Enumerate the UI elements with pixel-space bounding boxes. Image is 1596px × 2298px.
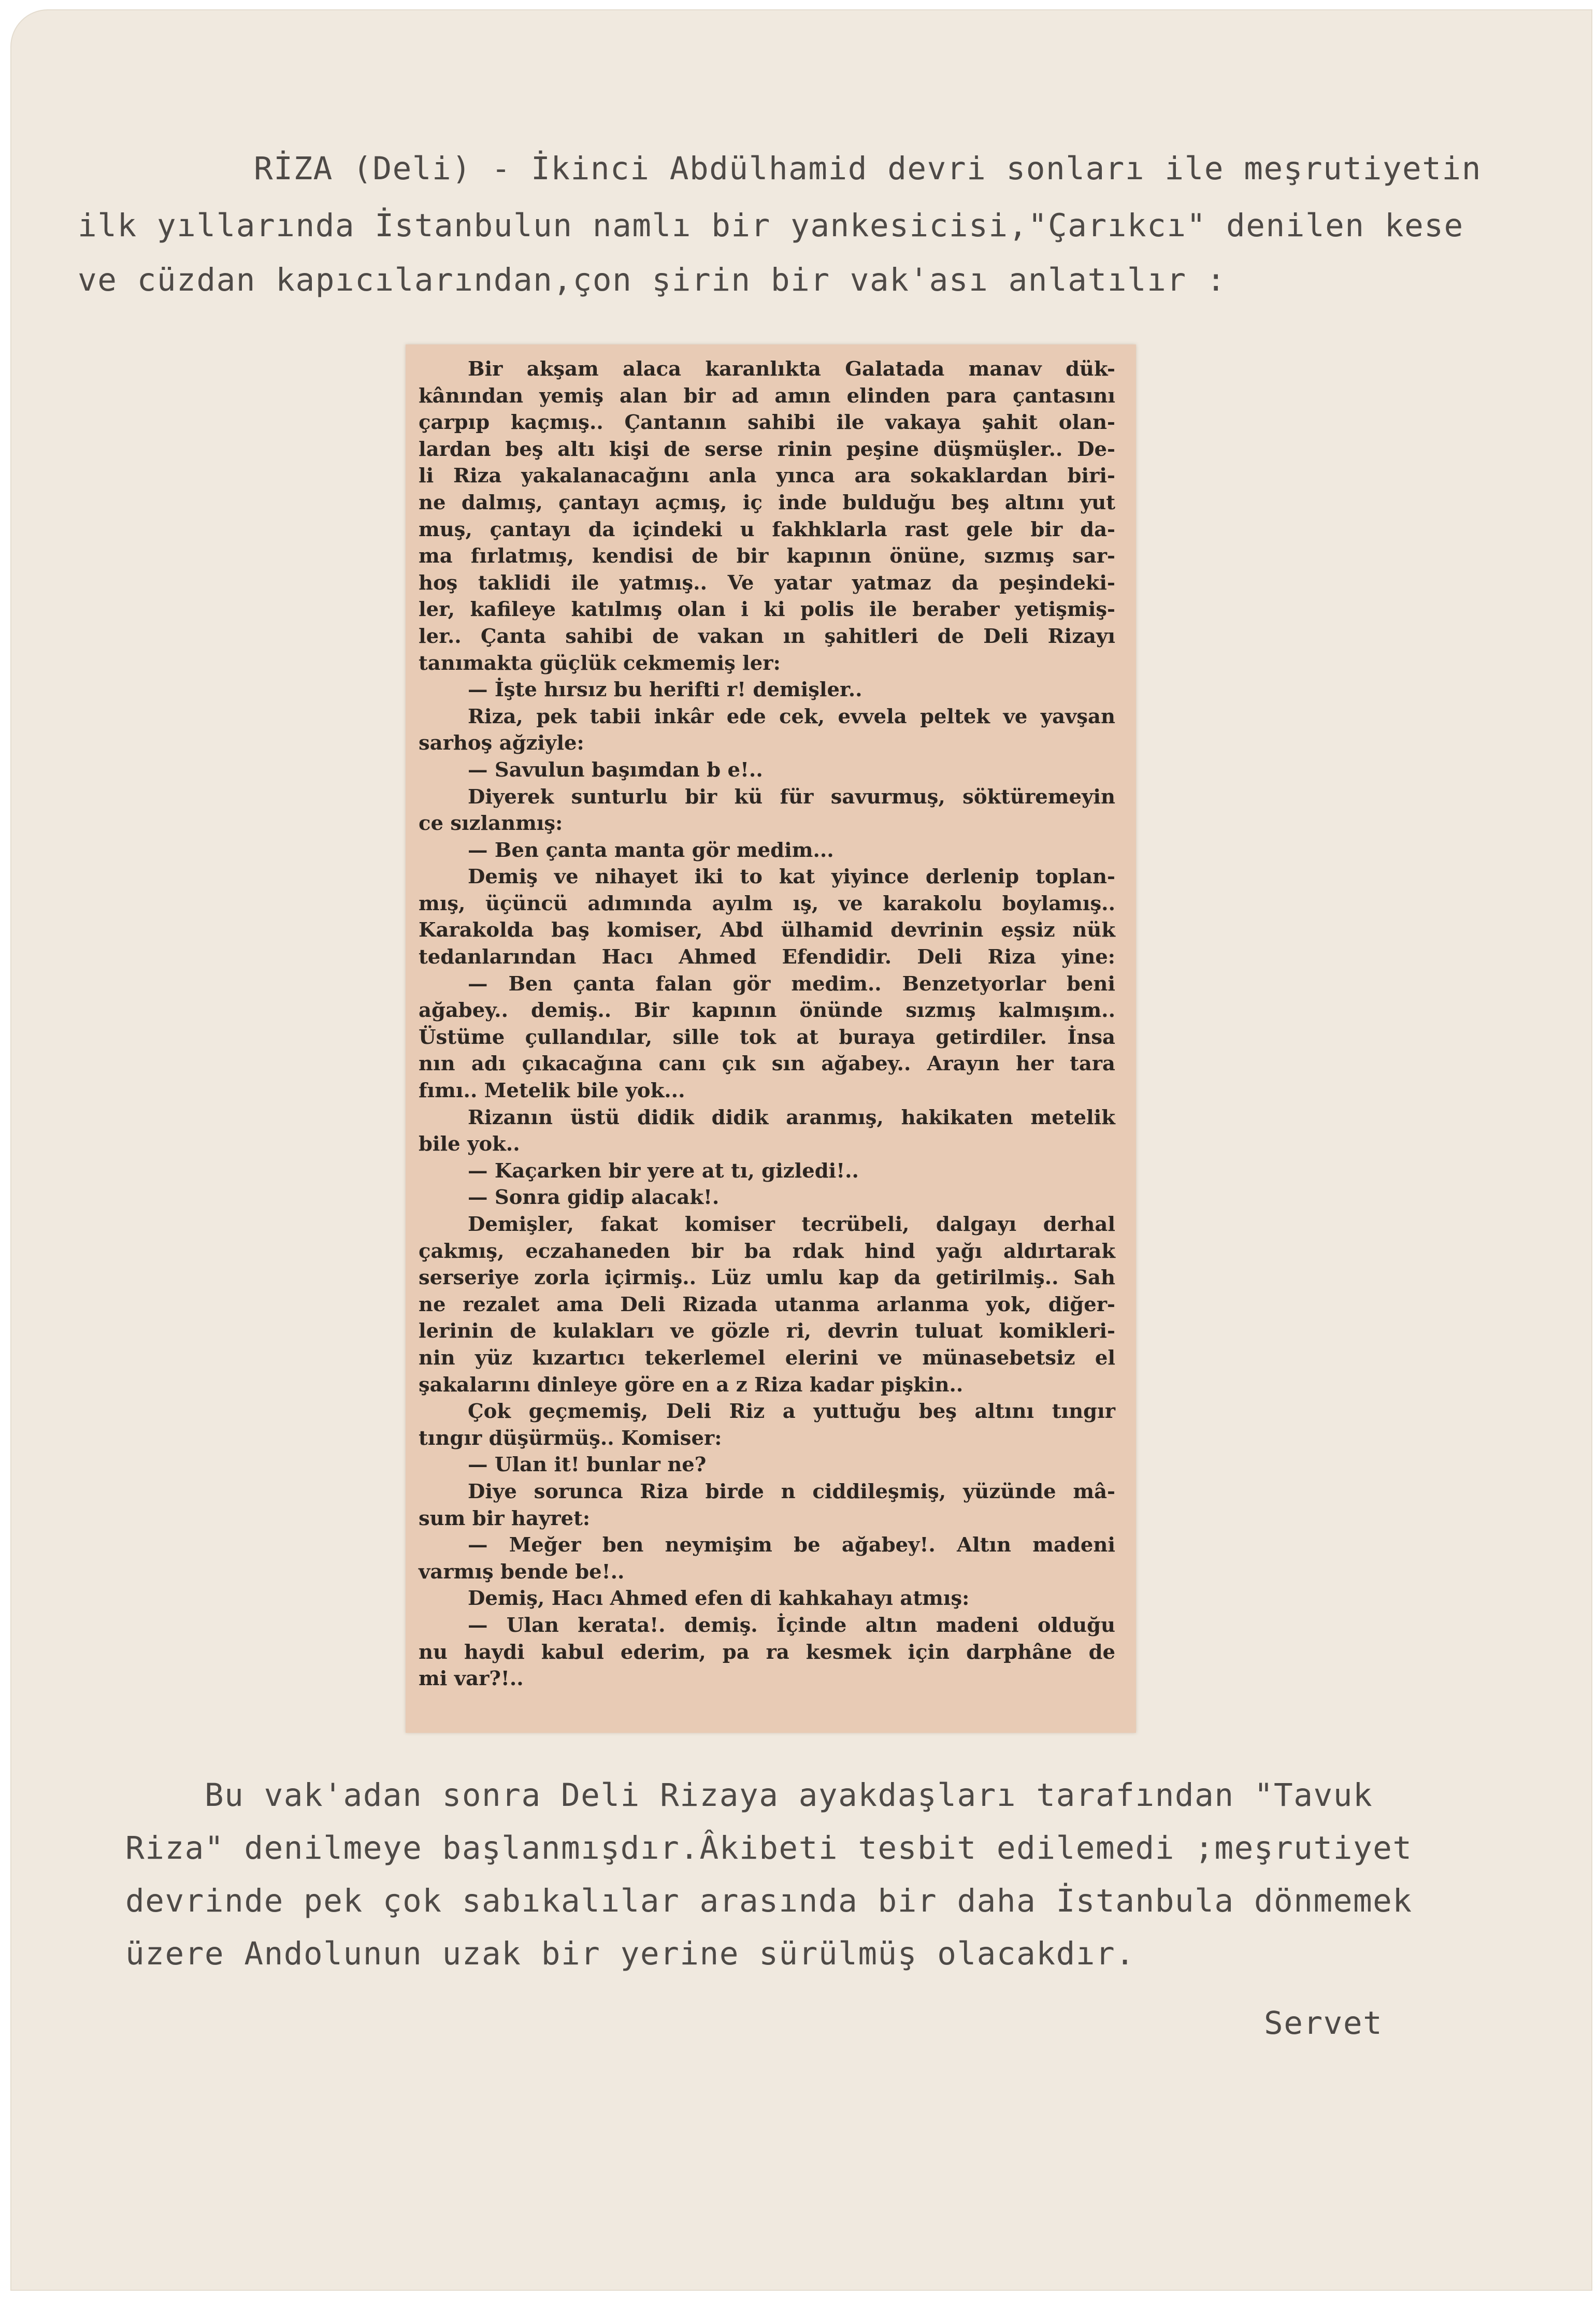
signature: Servet — [1264, 2005, 1383, 2042]
clipping-line: fımı.. Metelik bile yok... — [419, 1079, 685, 1103]
clipping-line: — İşte hırsız bu herifti r! demişler.. — [468, 678, 862, 702]
clipping-line: Bir akşam alaca karanlıkta Galatada manav dük- — [468, 357, 1115, 381]
clipping-line: — Sonra gidip alacak!. — [468, 1186, 720, 1210]
clipping-line: varmış bende be!.. — [419, 1560, 625, 1584]
clipping-line: Riza, pek tabii inkâr ede cek, evvela peltek ve yavşan — [468, 705, 1115, 728]
clipping-line: hoş taklidi ile yatmış.. Ve yatar yatmaz da peşindeki- — [419, 571, 1115, 595]
clipping-line: mi var?!.. — [419, 1667, 524, 1691]
intro-line-1: RİZA (Deli) - İkinci Abdülhamid devri sonları ile meşrutiyetin — [254, 150, 1482, 187]
clipping-line: — Ben çanta manta gör medim... — [468, 838, 834, 862]
clipping-line: ce sızlanmış: — [419, 812, 563, 836]
clipping-line: çakmış, eczahaneden bir ba rdak hind yağı aldırtarak — [419, 1239, 1115, 1263]
clipping-line: lardan beş altı kişi de serse rinin peşine düşmüşler.. De- — [419, 437, 1115, 461]
clipping-line: serseriye zorla içirmiş.. Lüz umlu kap da getirilmiş.. Sah — [419, 1266, 1115, 1290]
clipping-line: bile yok.. — [419, 1132, 520, 1156]
clipping-line: tanımakta güçlük cekmemiş ler: — [419, 651, 781, 675]
clipping-line: Diye sorunca Riza birde n ciddileşmiş, yüzünde mâ- — [468, 1480, 1115, 1503]
clipping-text — [419, 356, 1115, 1692]
clipping-line: mış, üçüncü adımında ayılm ış, ve karakolu boylamış.. — [419, 892, 1115, 915]
intro-line-2: ilk yıllarında İstanbulun namlı bir yankesicisi,"Çarıkcı" denilen kese — [78, 207, 1464, 244]
newspaper-clipping — [406, 344, 1136, 1733]
outro-line-4: üzere Andolunun uzak bir yerine sürülmüş olacakdır. — [125, 1935, 1135, 1972]
clipping-line: ler, kafileye katılmış olan i ki polis ile beraber yetişmiş- — [419, 598, 1115, 622]
clipping-line: tıngır düşürmüş.. Komiser: — [419, 1426, 722, 1450]
clipping-line: Demiş ve nihayet iki to kat yiyince derlenip toplan- — [468, 865, 1115, 889]
clipping-line: sum bir hayret: — [419, 1506, 591, 1530]
clipping-line: muş, çantayı da içindeki u fakhklarla rast gele bir da- — [419, 518, 1115, 541]
clipping-line: çarpıp kaçmış.. Çantanın sahibi ile vakaya şahit olan- — [419, 411, 1115, 435]
outro-line-2: Riza" denilmeye başlanmışdır.Âkibeti tesbit edilemedi ;meşrutiyet — [125, 1830, 1413, 1866]
clipping-line: — Savulun başımdan b e!.. — [468, 758, 763, 782]
clipping-line: nın adı çıkacağına canı çık sın ağabey.. Arayın her tara — [419, 1052, 1115, 1076]
clipping-line: — Kaçarken bir yere at tı, gizledi!.. — [468, 1159, 859, 1183]
clipping-line: Demiş, Hacı Ahmed efen di kahkahayı atmış: — [468, 1587, 970, 1611]
clipping-line: ne rezalet ama Deli Rizada utanma arlanma yok, diğer- — [419, 1292, 1115, 1316]
clipping-line: tedanlarından Hacı Ahmed Efendidir. Deli Riza yine: — [419, 945, 1115, 969]
clipping-line: ağabey.. demiş.. Bir kapının önünde sızmış kalmışım.. — [419, 999, 1115, 1023]
clipping-line: lerinin de kulakları ve gözle ri, devrin tuluat komikleri- — [419, 1319, 1115, 1343]
clipping-line: Diyerek sunturlu bir kü für savurmuş, söktüremeyin — [468, 785, 1115, 809]
clipping-line: li Riza yakalanacağını anla yınca ara sokaklardan biri- — [419, 464, 1115, 488]
clipping-line: Rizanın üstü didik didik aranmış, hakikaten metelik — [468, 1105, 1115, 1129]
clipping-line: ne dalmış, çantayı açmış, iç inde bulduğu beş altını yut — [419, 491, 1115, 514]
clipping-line: ler.. Çanta sahibi de vakan ın şahitleri de Deli Rizayı — [419, 624, 1115, 648]
clipping-line: Demişler, fakat komiser tecrübeli, dalgayı derhal — [468, 1213, 1115, 1236]
clipping-line: — Ben çanta falan gör medim.. Benzetyorlar beni — [468, 972, 1115, 996]
clipping-line: nu haydi kabul ederim, pa ra kesmek için darphâne de — [419, 1640, 1115, 1664]
clipping-line: kânından yemiş alan bir ad amın elinden para çantasını — [419, 384, 1115, 408]
intro-line-3: ve cüzdan kapıcılarından,çon şirin bir vak'ası anlatılır : — [78, 262, 1227, 298]
clipping-line: — Ulan kerata!. demiş. İçinde altın madeni olduğu — [468, 1613, 1115, 1637]
clipping-line: — Meğer ben neymişim be ağabey!. Altın madeni — [468, 1533, 1115, 1557]
clipping-line: — Ulan it! bunlar ne? — [468, 1453, 707, 1477]
clipping-line: Çok geçmemiş, Deli Riz a yuttuğu beş altını tıngır — [468, 1400, 1115, 1424]
clipping-line: Karakolda baş komiser, Abd ülhamid devrinin eşsiz nük — [419, 918, 1115, 942]
clipping-line: sarhoş ağziyle: — [419, 731, 584, 755]
clipping-line: ma fırlatmış, kendisi de bir kapının önüne, sızmış sar- — [419, 544, 1115, 568]
clipping-line: nin yüz kızartıcı tekerlemel elerini ve münasebetsiz el — [419, 1346, 1115, 1370]
clipping-line: şakalarını dinleye göre en a z Riza kadar pişkin.. — [419, 1373, 964, 1397]
clipping-line: Üstüme çullandılar, sille tok at buraya getirdiler. İnsa — [419, 1025, 1115, 1049]
outro-line-3: devrinde pek çok sabıkalılar arasında bir daha İstanbula dönmemek — [125, 1883, 1413, 1919]
outro-line-1: Bu vak'adan sonra Deli Rizaya ayakdaşları tarafından "Tavuk — [125, 1777, 1373, 1814]
